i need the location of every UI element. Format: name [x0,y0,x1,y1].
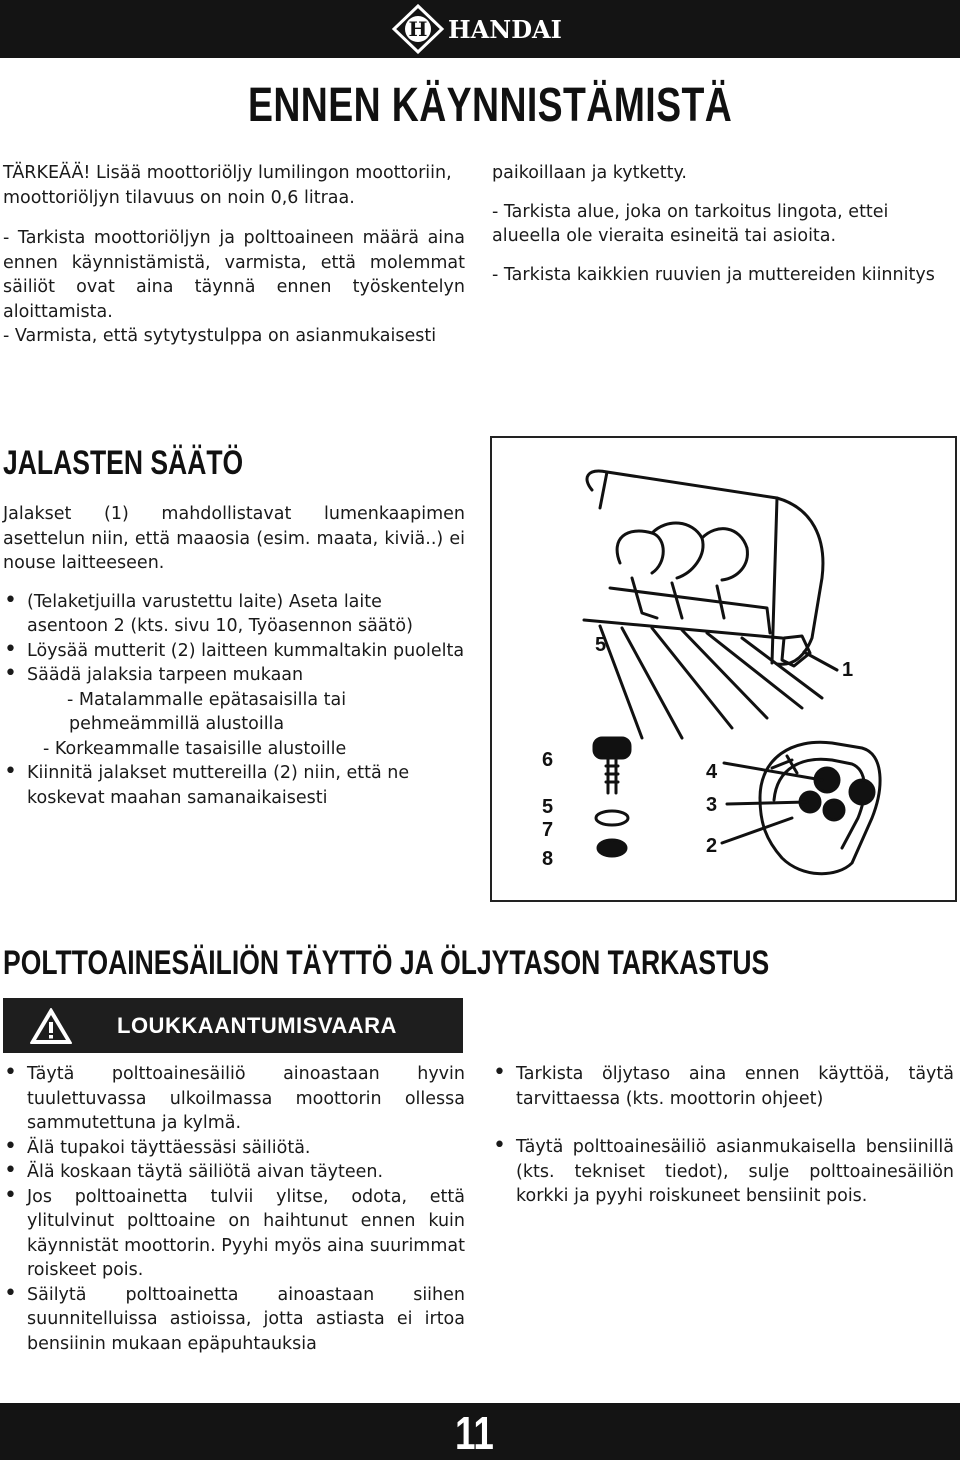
list-item [3,663,465,761]
sub-item: pehmeämmillä alustoilla [69,714,285,734]
warning-banner [3,998,463,1053]
fuel-instructions-left [3,1062,465,1356]
svg-text:H: H [408,17,428,41]
callout-label: 6 [542,749,554,771]
intro-paragraph: - Tarkista kaikkien ruuvien ja muttereiden kiinnitys [492,264,935,285]
skid-shoe-diagram [490,436,957,902]
list-item: • Täytä polttoainesäiliö ainoastaan hyvin tuulettuvassa ulkoilmassa moottorin ollessa sammutettuna ja kylmä. [3,1062,465,1136]
brand-name: HANDAI [448,15,562,44]
snowblower-skid-illustration [492,438,955,900]
list-item: • Jos polttoainetta tulvii ylitse, odota, että ylitulvinut polttoaine on haihtunut ennen kuin käynnistät moottorin. Pyyhi myös aina suurimmat roiskeet pois. [3,1185,465,1283]
callout-label: 3 [706,794,718,816]
page-number: 11 [455,1407,494,1459]
list-item: • Löysää mutterit (2) laitteen kummaltakin puolelta [3,639,465,664]
intro-paragraph: - Tarkista moottoriöljyn ja polttoaineen määrä aina ennen käynnistämistä, varmista, että molemmat säiliöt ovat aina täynnä ennen työskentelyn aloittamista. [3,228,465,322]
sub-item: - Matalammalle epätasaisilla tai [67,689,347,710]
list-item-text: Säädä jalaksia tarpeen mukaan [27,665,304,685]
list-item: • Säilytä polttoainetta ainoastaan siihen suunnitelluissa astioissa, jotta astiasta ei irtoa bensiinin mukaan epäpuhtauksia [3,1283,465,1357]
header-bar [0,0,960,58]
callout-label: 8 [542,848,554,870]
intro-paragraph: - Tarkista alue, joka on tarkoitus lingota, ettei alueella ole vieraita esineitä tai asioita. [492,201,889,246]
list-item: • Kiinnitä jalakset muttereilla (2) niin, että ne koskevat maahan samanaikaisesti [3,761,465,810]
callout-label: 2 [706,835,718,857]
jalasten-steps [3,590,465,811]
intro-right-column [492,161,954,287]
intro-left-column [3,161,465,349]
list-item: • Täytä polttoainesäiliö asianmukaisella bensiinillä (kts. tekniset tiedot), sulje polttoainesäiliön korkki ja pyyhi roiskuneet bensiinit pois. [492,1135,954,1209]
section-heading-jalasten: JALASTEN SÄÄTÖ [3,444,244,482]
callout-label: 4 [706,761,718,783]
logo-diamond-icon [390,4,450,54]
jalasten-body [3,502,465,810]
brand-logo [390,4,590,54]
list-item: • Älä tupakoi täyttäessäsi säiliötä. [3,1136,465,1161]
callout-label: 7 [542,819,554,841]
list-item: • Älä koskaan täytä säiliötä aivan täyteen. [3,1160,465,1185]
sub-item: - Korkeammalle tasaisille alustoille [43,738,347,759]
callout-label: 1 [842,659,854,681]
list-item: • Tarkista öljytaso aina ennen käyttöä, täytä tarvittaessa (kts. moottorin ohjeet) [492,1062,954,1111]
jalasten-intro: Jalakset (1) mahdollistavat lumenkaapimen asettelun niin, että maaosia (esim. maata, kiviä..) ei nouse laitteeseen. [3,504,465,573]
fuel-list [3,1062,465,1356]
callout-label: 5 [542,796,554,818]
oil-list [492,1062,954,1209]
section-heading-polttoaine: POLTTOAINESÄILIÖN TÄYTTÖ JA ÖLJYTASON TARKASTUS [3,944,770,982]
list-item: • (Telaketjuilla varustettu laite) Aseta laite asentoon 2 (kts. sivu 10, Työasennon säätö) [3,590,465,639]
warning-label: LOUKKAANTUMISVAARA [117,1013,397,1038]
warning-triangle-icon [29,1007,73,1045]
intro-paragraph: TÄRKEÄÄ! Lisää moottoriöljy lumilingon moottoriin, moottoriöljyn tilavuus on noin 0,6 litraa. [3,163,452,208]
callout-label: 5 [595,634,607,656]
page-title: ENNEN KÄYNNISTÄMISTÄ [248,79,733,132]
fuel-instructions-right [492,1062,954,1209]
intro-paragraph: paikoillaan ja kytketty. [492,163,687,183]
intro-paragraph: - Varmista, että sytytystulppa on asianmukaisesti [3,326,437,346]
footer-bar [0,1403,960,1460]
